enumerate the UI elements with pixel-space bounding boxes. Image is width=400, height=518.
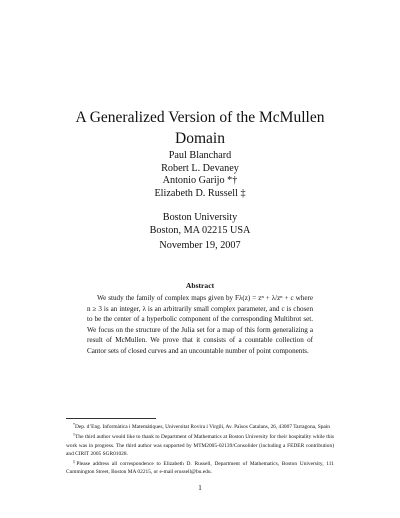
affiliation [100, 212, 300, 237]
abstract-text: We study the family of complex maps given by Fλ(z) = zⁿ + λ/zⁿ + c where n ≥ 3 is an integer, λ is an arbitrarily small complex parameter, and c is chosen to be the center of a hyperbolic component of the corresponding Multibrot set. We focus on the structure of the Julia set for a map of this form generalizing a result of McMullen. We prove that it consists of a countable collection of Cantor sets of closed curves and an uncountable number of point components. [87, 294, 313, 355]
author-list [100, 150, 300, 200]
author-name: Antonio Garijo *† [162, 175, 238, 187]
author-name: Elizabeth D. Russell ‡ [154, 187, 246, 199]
footnote-mark: † [73, 432, 76, 438]
abstract-heading: Abstract [185, 281, 215, 290]
footnote-rule [66, 418, 156, 419]
affiliation-address: Boston, MA 02215 USA [149, 224, 251, 236]
footnote [66, 431, 334, 458]
footnote-mark: ‡ [73, 459, 77, 465]
footnote-mark: * [73, 422, 75, 427]
footnotes [66, 421, 334, 477]
footnote-text: The third author would like to thank to Department of Mathematics at Boston University for their hospitality while this work was in progress. The third author was supported by MTM2005-02139/Consolider (including a FEDER contribution) and CIRIT 2005 SGR01028. [66, 434, 335, 457]
footnote [66, 458, 334, 477]
footnote [66, 421, 334, 431]
author-name: Robert L. Devaney [161, 162, 239, 174]
footnote-text: Please address all correspondence to Elizabeth D. Russell, Department of Mathematics, Boston University, 111 Cummington Street, Boston MA 02215, or e-mail erussell@bu.edu. [66, 461, 334, 476]
paper-title: A Generalized Version of the McMullen Domain [75, 109, 325, 147]
affiliation-institution: Boston University [162, 212, 238, 223]
page-number: 1 [198, 483, 202, 492]
author-name: Paul Blanchard [168, 150, 232, 161]
paper-date: November 19, 2007 [159, 240, 241, 251]
footnote-text: Dep. d’Eng. Informàtica i Matemàtiques, Universitat Rovira i Virgili, Av. Països Catalans, 26, 43007 Tarragona, Spain [75, 424, 331, 430]
